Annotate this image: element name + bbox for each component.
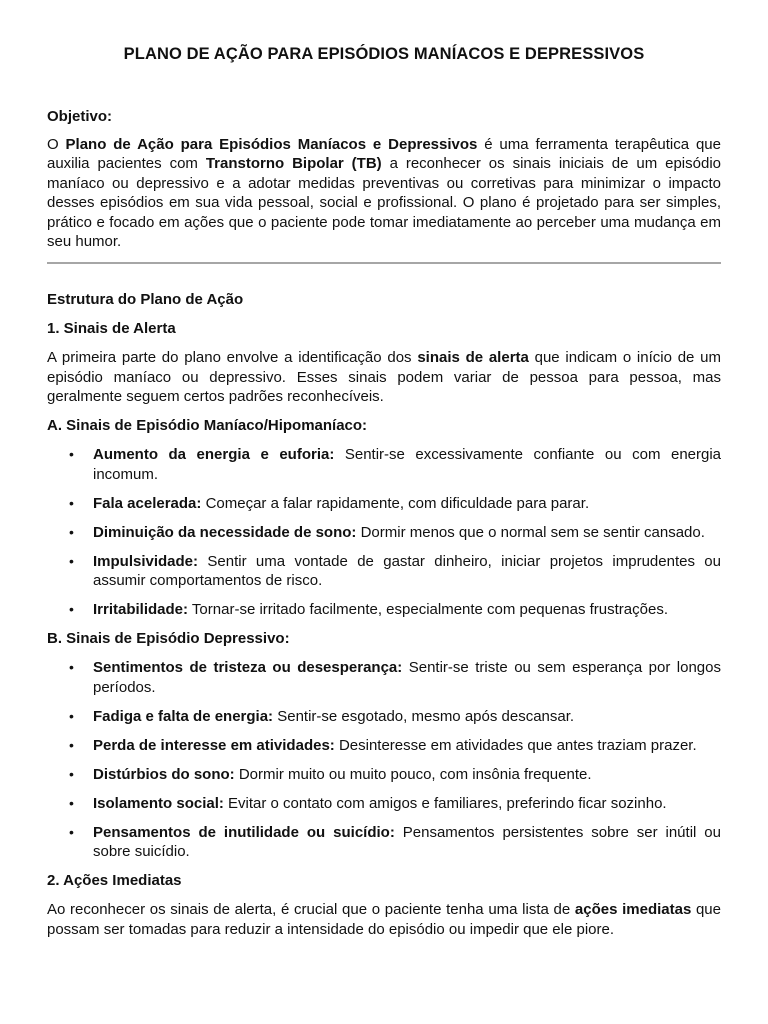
bullet-icon: • (69, 446, 74, 462)
list-item-label: Pensamentos de inutilidade ou suicídio: (93, 823, 395, 841)
bullet-icon: • (69, 601, 74, 617)
section2-bold-actions: ações imediatas (574, 901, 692, 918)
list-item-text: Sentir-se excessivamente confiante ou com energia incomum. (93, 446, 722, 483)
list-item-label: Diminuição da necessidade de sono: (93, 523, 357, 541)
list-item (47, 707, 721, 727)
list-item-label: Isolamento social: (93, 794, 224, 812)
section2-heading: 2. Ações Imediatas (47, 872, 182, 889)
list-item (47, 600, 721, 620)
list-item-label: Distúrbios do sono: (93, 765, 235, 783)
list-item-text: Tornar-se irritado facilmente, especialmente com pequenas frustrações. (188, 601, 668, 618)
bullet-icon: • (69, 823, 74, 840)
list-item-label: Fala acelerada: (93, 494, 202, 512)
bullet-icon: • (69, 765, 74, 782)
list-item (47, 552, 721, 591)
section1-bold-alert-signs: sinais de alerta (417, 349, 529, 366)
list-item-label: Perda de interesse em atividades: (93, 736, 335, 754)
list-item-label: Sentimentos de tristeza ou desesperança: (93, 659, 403, 676)
bullet-icon: • (69, 552, 74, 569)
list-item-text: Pensamentos persistentes sobre ser inútil ou sobre suicídio. (93, 823, 721, 860)
manic-signs-list (47, 445, 721, 620)
list-item-label: Irritabilidade: (93, 601, 189, 618)
list-item (47, 658, 721, 697)
section1-text-rest: que indicam o início de um episódio maníaco ou depressivo. Esses sinais podem variar de pessoa para pessoa, mas geralmente seguem certos padrões reconhecíveis. (47, 349, 721, 405)
section2-text-prefix: Ao reconhecer os sinais de alerta, é crucial que o paciente tenha uma lista de (47, 901, 575, 918)
list-item (47, 445, 721, 484)
list-item (47, 794, 721, 814)
list-item (47, 736, 721, 756)
objective-text-rest: a reconhecer os sinais iniciais de um episódio maníaco ou depressivo e a adotar medidas preventivas ou corretivas para minimizar o impacto desses episódios em sua vida pessoal, social e profissional. O plano é projetado para ser simples, prático e focado em ações que o paciente pode tomar imediatamente ao perceber uma mudança em seu humor. (47, 155, 721, 250)
list-item-text: Desinteresse em atividades que antes traziam prazer. (334, 736, 697, 754)
list-item-text: Sentir-se esgotado, mesmo após descansar. (273, 707, 575, 725)
list-item-text: Dormir menos que o normal sem se sentir cansado. (356, 523, 705, 541)
list-item-text: Sentir uma vontade de gastar dinheiro, iniciar projetos imprudentes ou assumir comportamentos de risco. (93, 552, 721, 589)
section1-paragraph (47, 348, 721, 407)
depressive-signs-heading: B. Sinais de Episódio Depressivo: (47, 630, 290, 647)
structure-heading: Estrutura do Plano de Ação (47, 291, 244, 308)
section1-text-prefix: A primeira parte do plano envolve a identificação dos (47, 349, 418, 366)
list-item-text: Evitar o contato com amigos e familiares, preferindo ficar sozinho. (223, 794, 667, 812)
objective-bold-plan-name: Plano de Ação para Episódios Maníacos e Depressivos (65, 135, 478, 153)
bullet-icon: • (69, 736, 74, 753)
objective-section (47, 107, 721, 252)
list-item-text: Sentir-se triste ou sem esperança por longos períodos. (93, 659, 721, 696)
bullet-icon: • (69, 494, 74, 511)
section1-heading: 1. Sinais de Alerta (47, 320, 176, 337)
section-divider (47, 262, 721, 264)
list-item-label: Fadiga e falta de energia: (93, 707, 274, 725)
section2-paragraph (47, 900, 721, 939)
objective-bold-condition: Transtorno Bipolar (TB) (205, 155, 382, 172)
document-title: PLANO DE AÇÃO PARA EPISÓDIOS MANÍACOS E DEPRESSIVOS (123, 45, 645, 63)
manic-signs-heading: A. Sinais de Episódio Maníaco/Hipomaníaco: (47, 417, 368, 434)
objective-paragraph (47, 135, 721, 252)
objective-text-prefix: O (47, 135, 66, 153)
objective-text-mid: é uma ferramenta terapêutica que auxilia pacientes com (47, 135, 721, 172)
bullet-icon: • (69, 659, 74, 675)
list-item-label: Impulsividade: (93, 552, 199, 570)
list-item (47, 765, 721, 785)
section2-text-rest: que possam ser tomadas para reduzir a intensidade do episódio ou impedir que ele piore. (47, 901, 721, 938)
list-item-text: Começar a falar rapidamente, com dificuldade para parar. (201, 494, 590, 512)
bullet-icon: • (69, 707, 74, 724)
list-item (47, 823, 721, 862)
list-item-text: Dormir muito ou muito pouco, com insônia frequente. (234, 765, 592, 783)
depressive-signs-list (47, 658, 721, 862)
structure-section (47, 290, 721, 939)
bullet-icon: • (69, 523, 74, 540)
bullet-icon: • (69, 794, 74, 811)
list-item (47, 494, 721, 514)
list-item (47, 523, 721, 543)
objective-heading: Objetivo: (47, 108, 113, 125)
list-item-label: Aumento da energia e euforia: (93, 446, 335, 463)
